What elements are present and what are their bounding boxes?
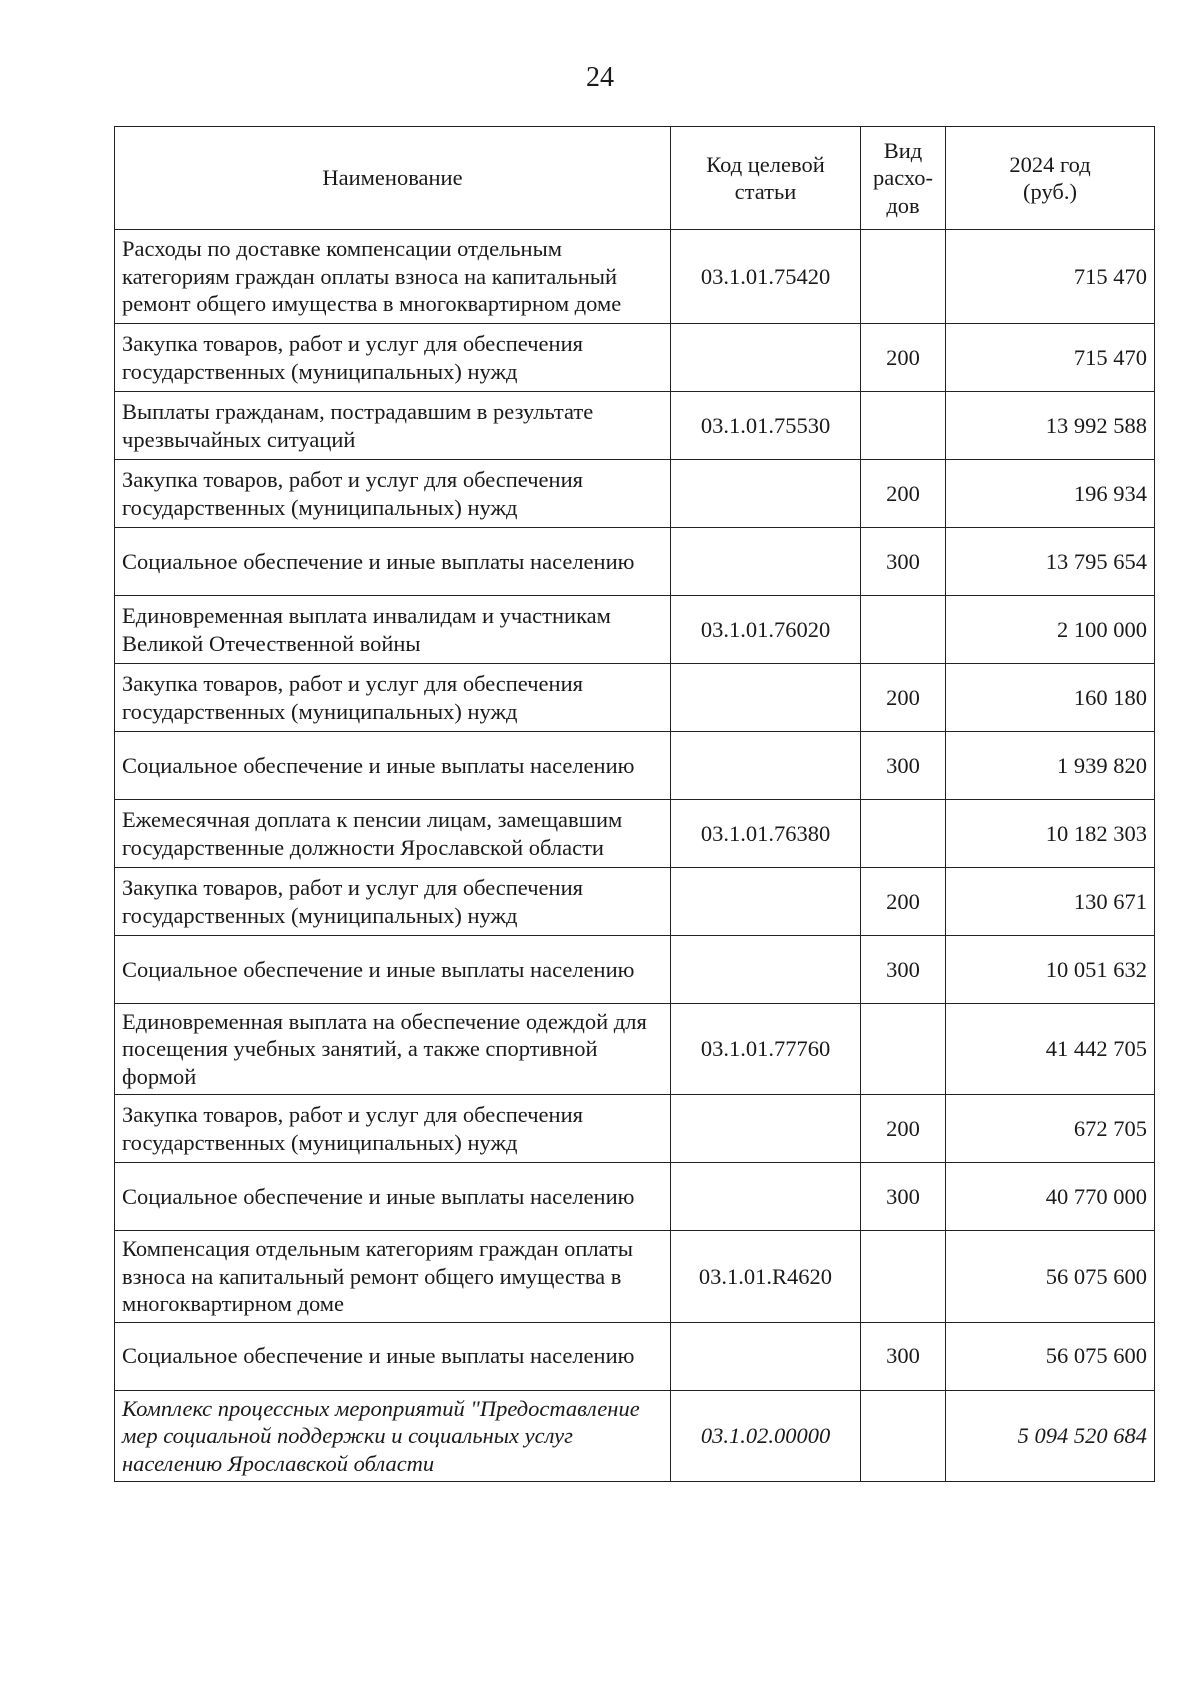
cell-code — [671, 460, 861, 528]
cell-code: 03.1.01.76020 — [671, 596, 861, 664]
table-body — [115, 230, 1155, 1482]
cell-code: 03.1.01.77760 — [671, 1004, 861, 1095]
cell-name: Социальное обеспечение и иные выплаты населению — [115, 1322, 671, 1390]
cell-code: 03.1.01.75420 — [671, 230, 861, 324]
table-row — [115, 460, 1155, 528]
table-row — [115, 1322, 1155, 1390]
cell-code — [671, 1095, 861, 1163]
cell-code — [671, 664, 861, 732]
cell-code — [671, 528, 861, 596]
cell-code: 03.1.01.75530 — [671, 392, 861, 460]
cell-code: 03.1.01.76380 — [671, 800, 861, 868]
table-row — [115, 732, 1155, 800]
header-row — [115, 127, 1155, 230]
cell-amount: 41 442 705 — [946, 1004, 1155, 1095]
table-row — [115, 868, 1155, 936]
budget-table — [114, 126, 1155, 1482]
cell-type — [861, 800, 946, 868]
header-code: Код целевой статьи — [671, 127, 861, 230]
cell-type: 300 — [861, 936, 946, 1004]
cell-amount: 40 770 000 — [946, 1163, 1155, 1231]
cell-type: 200 — [861, 664, 946, 732]
cell-amount: 5 094 520 684 — [946, 1390, 1155, 1481]
cell-amount: 13 795 654 — [946, 528, 1155, 596]
cell-code — [671, 936, 861, 1004]
cell-type: 300 — [861, 732, 946, 800]
cell-name: Социальное обеспечение и иные выплаты населению — [115, 528, 671, 596]
cell-amount: 2 100 000 — [946, 596, 1155, 664]
cell-code — [671, 1322, 861, 1390]
table-row — [115, 936, 1155, 1004]
cell-type: 300 — [861, 1163, 946, 1231]
table-row — [115, 1095, 1155, 1163]
cell-type — [861, 392, 946, 460]
cell-amount: 13 992 588 — [946, 392, 1155, 460]
cell-type: 200 — [861, 460, 946, 528]
cell-amount: 130 671 — [946, 868, 1155, 936]
table-row — [115, 1231, 1155, 1322]
cell-amount: 715 470 — [946, 230, 1155, 324]
header-name: Наименование — [115, 127, 671, 230]
header-type: Вид расхо- дов — [861, 127, 946, 230]
cell-amount: 1 939 820 — [946, 732, 1155, 800]
cell-name: Закупка товаров, работ и услуг для обеспечения государственных (муниципальных) нужд — [115, 664, 671, 732]
cell-type: 200 — [861, 868, 946, 936]
cell-name: Расходы по доставке компенсации отдельным категориям граждан оплаты взноса на капитальный ремонт общего имущества в многоквартирном доме — [115, 230, 671, 324]
cell-name: Социальное обеспечение и иные выплаты населению — [115, 732, 671, 800]
cell-name: Социальное обеспечение и иные выплаты населению — [115, 936, 671, 1004]
cell-name: Единовременная выплата инвалидам и участникам Великой Отечественной войны — [115, 596, 671, 664]
cell-type — [861, 230, 946, 324]
cell-code — [671, 868, 861, 936]
cell-code — [671, 324, 861, 392]
cell-type — [861, 1004, 946, 1095]
cell-name: Выплаты гражданам, пострадавшим в результате чрезвычайных ситуаций — [115, 392, 671, 460]
cell-type: 300 — [861, 1322, 946, 1390]
cell-name: Ежемесячная доплата к пенсии лицам, замещавшим государственные должности Ярославской области — [115, 800, 671, 868]
table-row — [115, 1390, 1155, 1481]
cell-amount: 672 705 — [946, 1095, 1155, 1163]
page-number: 24 — [586, 62, 614, 93]
table-row — [115, 1004, 1155, 1095]
cell-code: 03.1.02.00000 — [671, 1390, 861, 1481]
cell-code: 03.1.01.R4620 — [671, 1231, 861, 1322]
cell-amount: 10 051 632 — [946, 936, 1155, 1004]
cell-name: Единовременная выплата на обеспечение одеждой для посещения учебных занятий, а также спортивной формой — [115, 1004, 671, 1095]
cell-name: Компенсация отдельным категориям граждан оплаты взноса на капитальный ремонт общего имущества в многоквартирном доме — [115, 1231, 671, 1322]
table-row — [115, 528, 1155, 596]
cell-name: Закупка товаров, работ и услуг для обеспечения государственных (муниципальных) нужд — [115, 1095, 671, 1163]
cell-amount: 160 180 — [946, 664, 1155, 732]
table-row — [115, 1163, 1155, 1231]
table-row — [115, 800, 1155, 868]
table-row — [115, 324, 1155, 392]
header-amount: 2024 год (руб.) — [946, 127, 1155, 230]
cell-amount: 56 075 600 — [946, 1231, 1155, 1322]
cell-amount: 10 182 303 — [946, 800, 1155, 868]
cell-name: Закупка товаров, работ и услуг для обеспечения государственных (муниципальных) нужд — [115, 868, 671, 936]
cell-amount: 56 075 600 — [946, 1322, 1155, 1390]
cell-name: Закупка товаров, работ и услуг для обеспечения государственных (муниципальных) нужд — [115, 460, 671, 528]
cell-name: Социальное обеспечение и иные выплаты населению — [115, 1163, 671, 1231]
cell-amount: 715 470 — [946, 324, 1155, 392]
cell-name: Закупка товаров, работ и услуг для обеспечения государственных (муниципальных) нужд — [115, 324, 671, 392]
table-row — [115, 230, 1155, 324]
cell-type — [861, 1390, 946, 1481]
cell-type — [861, 1231, 946, 1322]
cell-type: 300 — [861, 528, 946, 596]
cell-amount: 196 934 — [946, 460, 1155, 528]
cell-type — [861, 596, 946, 664]
table-row — [115, 392, 1155, 460]
cell-code — [671, 1163, 861, 1231]
cell-type: 200 — [861, 324, 946, 392]
table-row — [115, 596, 1155, 664]
table-row — [115, 664, 1155, 732]
cell-code — [671, 732, 861, 800]
cell-name: Комплекс процессных мероприятий "Предоставление мер социальной поддержки и социальных услуг населению Ярославской области — [115, 1390, 671, 1481]
cell-type: 200 — [861, 1095, 946, 1163]
